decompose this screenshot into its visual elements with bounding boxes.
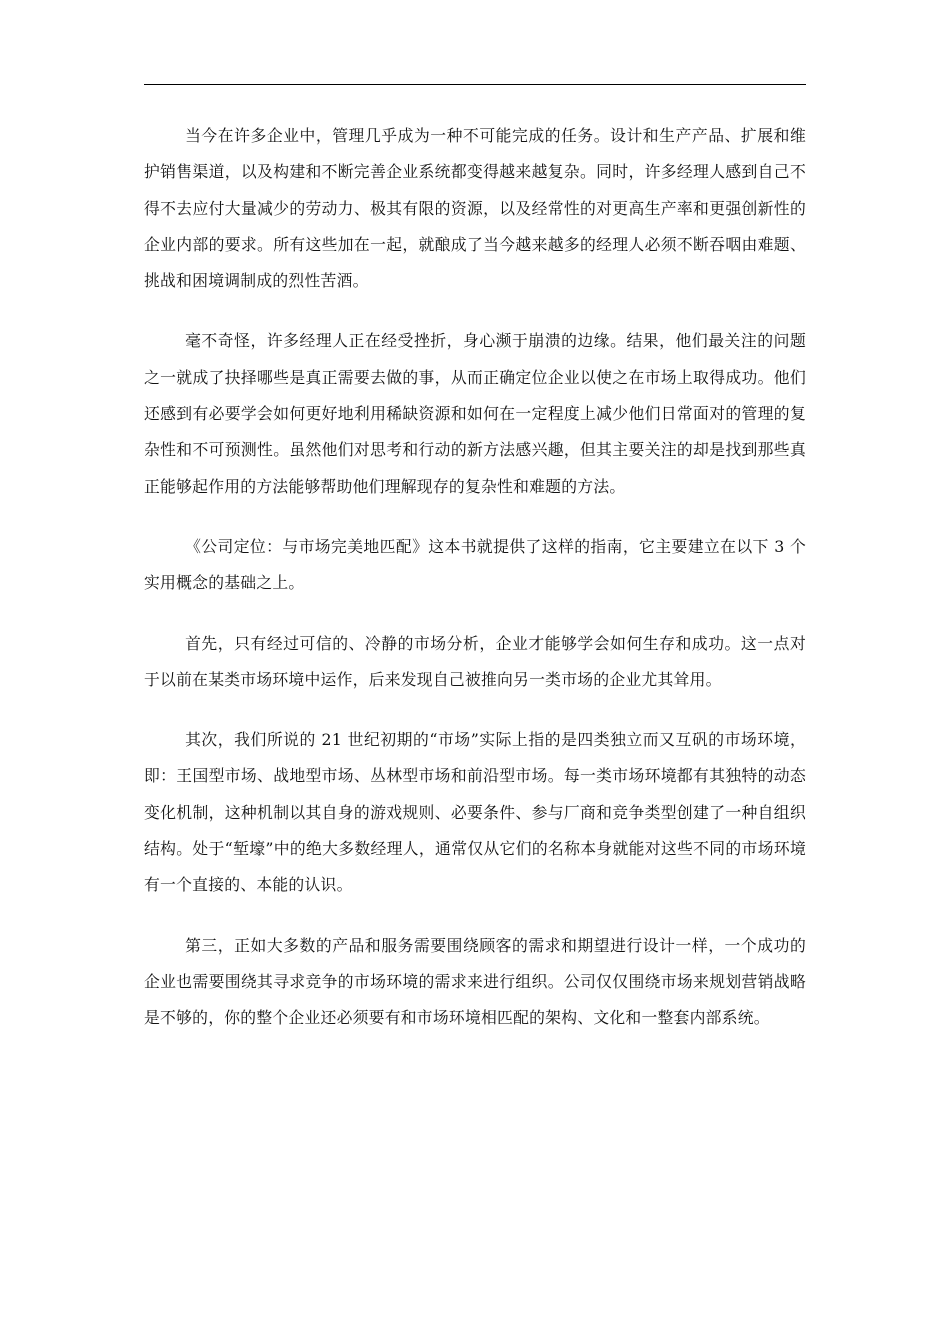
header-rule <box>144 84 806 85</box>
paragraph: 其次，我们所说的 21 世纪初期的“市场”实际上指的是四类独立而又互矾的市场环境，即：王国型市场、战地型市场、丛林型市场和前沿型市场。每一类市场环境都有其独特的动态变化机制，这种机制以其自身的游戏规则、必要条件、参与厂商和竞争类型创建了一种自组织结构。处于“堑壕”中的绝大多数经理人，通常仅从它们的名称本身就能对这些不同的市场环境有一个直接的、本能的认识。 <box>144 730 806 895</box>
paragraph: 当今在许多企业中，管理几乎成为一种不可能完成的任务。设计和生产产品、扩展和维护销售渠道，以及构建和不断完善企业系统都变得越来越复杂。同时，许多经理人感到自己不得不去应付大量减少的劳动力、极其有限的资源，以及经常性的对更高生产率和更强创新性的企业内部的要求。所有这些加在一起，就酿成了当今越来越多的经理人必须不断吞咽由难题、挑战和困境调制成的烈性苦酒。 <box>144 126 806 291</box>
paragraph: 首先，只有经过可信的、冷静的市场分析，企业才能够学会如何生存和成功。这一点对于以前在某类市场环境中运作，后来发现自己被推向另一类市场的企业尤其耸用。 <box>144 633 806 689</box>
paragraph: 毫不奇怪，许多经理人正在经受挫折，身心濒于崩溃的边缘。结果，他们最关注的问题之一就成了抉择哪些是真正需要去做的事，从而正确定位企业以使之在市场上取得成功。他们还感到有必要学会如何更好地利用稀缺资源和如何在一定程度上减少他们日常面对的管理的复杂性和不可预测性。虽然他们对思考和行动的新方法感兴趣，但其主要关注的却是找到那些真正能够起作用的方法能够帮助他们理解现存的复杂性和难题的方法。 <box>144 331 806 496</box>
paragraph: 《公司定位：与市场完美地匹配》这本书就提供了这样的指南，它主要建立在以下 3 个实用概念的基础之上。 <box>144 536 806 593</box>
paragraph: 第三，正如大多数的产品和服务需要围绕顾客的需求和期望进行设计一样，一个成功的企业也需要围绕其寻求竞争的市场环境的需求来进行组织。公司仅仅围绕市场来规划营销战略是不够的，你的整个企业还必须要有和市场环境相匹配的架构、文化和一整套内部系统。 <box>144 935 806 1028</box>
document-body <box>144 118 806 1037</box>
